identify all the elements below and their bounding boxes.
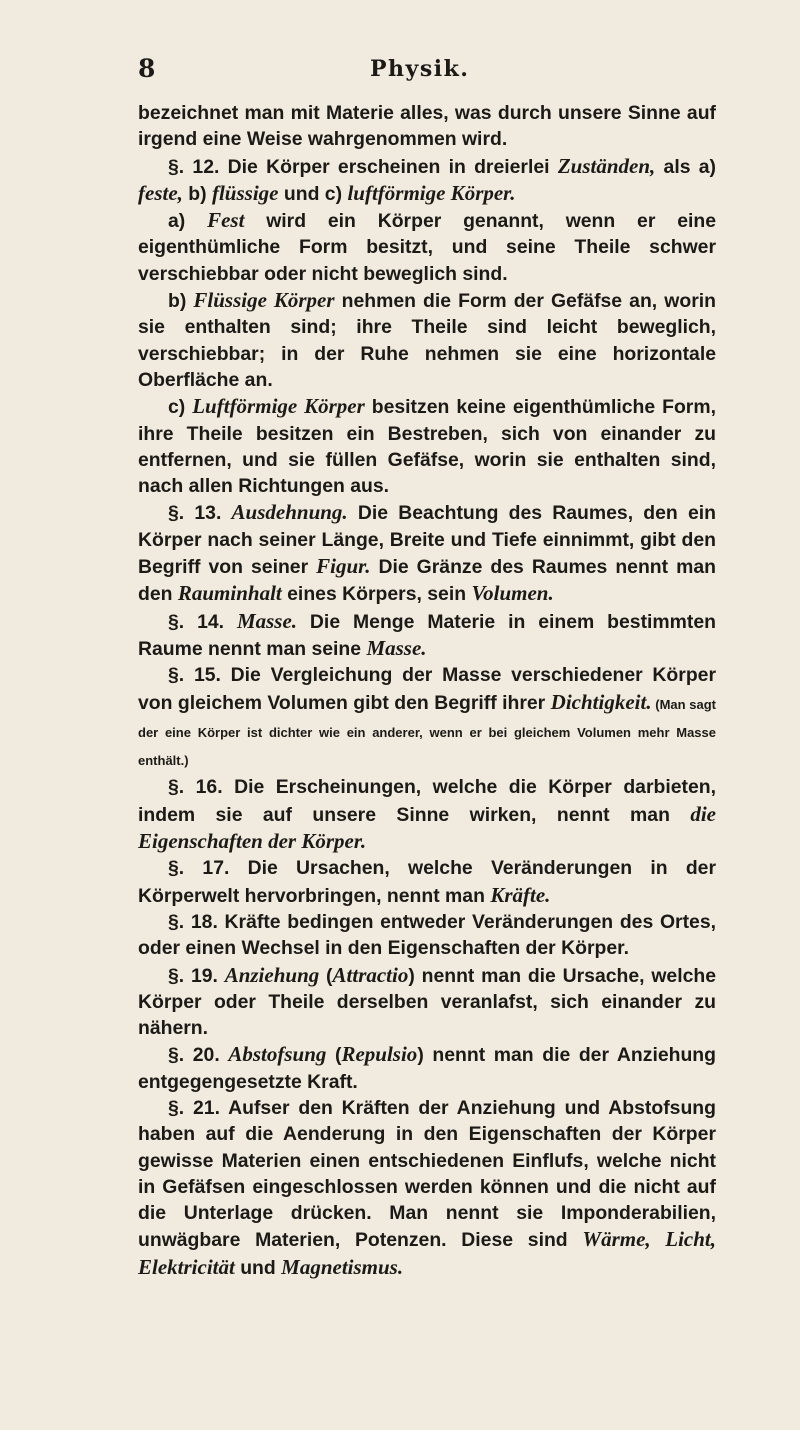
section-12-b: b) Flüssige Körper nehmen die Form der Gefäfse an, worin sie enthalten sind; ihre Theile sind leicht beweglich, verschiebbar; in der Ruhe nehmen sie eine horizontale Oberfläche an. bbox=[138, 288, 716, 391]
section-17: §. 17. Die Ursachen, welche Veränderungen in der Körperwelt hervorbringen, nennt man Kräfte. bbox=[138, 857, 716, 907]
section-20: §. 20. Abstofsung (Repulsio) nennt man die der Anziehung entgegengesetzte Kraft. bbox=[138, 1042, 716, 1093]
paragraph-intro: bezeichnet man mit Materie alles, was durch unsere Sinne auf irgend eine Weise wahrgenommen wird. bbox=[138, 102, 716, 151]
section-18: §. 18. Kräfte bedingen entweder Veränderungen des Ortes, oder einen Wechsel in den Eigenschaften der Körper. bbox=[138, 910, 716, 960]
section-12: §. 12. Die Körper erscheinen in dreierlei Zuständen, als a) feste, b) flüssige und c) luftförmige Körper. bbox=[138, 153, 716, 205]
section-19: §. 19. Anziehung (Attractio) nennt man die Ursache, welche Körper oder Theile derselben veranlafst, sich einander zu nähern. bbox=[138, 962, 716, 1040]
section-12-a: a) Fest wird ein Körper genannt, wenn er eine eigenthümliche Form besitzt, und seine Theile schwer verschiebbar oder nicht beweglich sind. bbox=[138, 208, 716, 285]
section-15: §. 15. Die Vergleichung der Masse verschiedener Körper von gleichem Volumen gibt den Begriff ihrer Dichtigkeit. (Man sagt der eine Körper ist dichter wie ein anderer, wenn er bei gleichem Volumen mehr Masse enthält.) bbox=[138, 664, 716, 769]
section-14: §. 14. Masse. Die Menge Materie in einem bestimmten Raume nennt man seine Masse. bbox=[138, 608, 717, 660]
page-header bbox=[0, 54, 800, 88]
section-16: §. 16. Die Erscheinungen, welche die Körper darbieten, indem sie auf unsere Sinne wirken, nennt man die Eigenschaften der Körper. bbox=[138, 776, 716, 854]
page-body bbox=[138, 100, 716, 1281]
section-13: §. 13. Ausdehnung. Die Beachtung des Raumes, den ein Körper nach seiner Länge, Breite und Tiefe einnimmt, gibt den Begriff von seiner Figur. Die Gränze des Raumes nennt man den Rauminhalt eines Körpers, sein Volumen. bbox=[138, 500, 716, 606]
running-title: Physik. bbox=[370, 56, 470, 82]
section-21: §. 21. Aufser den Kräften der Anziehung und Abstofsung haben auf die Aenderung in den Eigenschaften der Körper gewisse Materien einen entschiedenen Einflufs, welche nicht in Gefäfsen eingeschlossen werden können und die nicht auf die Unterlage drücken. Man nennt sie Imponderabilien, unwägbare Materien, Potenzen. Diese sind Wärme, Licht, Elektricität und Magnetismus. bbox=[138, 1096, 716, 1279]
page-number: 8 bbox=[138, 54, 156, 83]
section-12-c: c) Luftförmige Körper besitzen keine eigenthümliche Form, ihre Theile besitzen ein Bestreben, sich von einander zu entfernen, und sie füllen Gefäfse, worin sie enthalten sind, nach allen Richtungen aus. bbox=[138, 394, 716, 498]
footnote-remark: (Man sagt der eine Körper ist dichter wie ein anderer, wenn er bei gleichem Volumen mehr Masse enthält.) bbox=[138, 696, 716, 769]
